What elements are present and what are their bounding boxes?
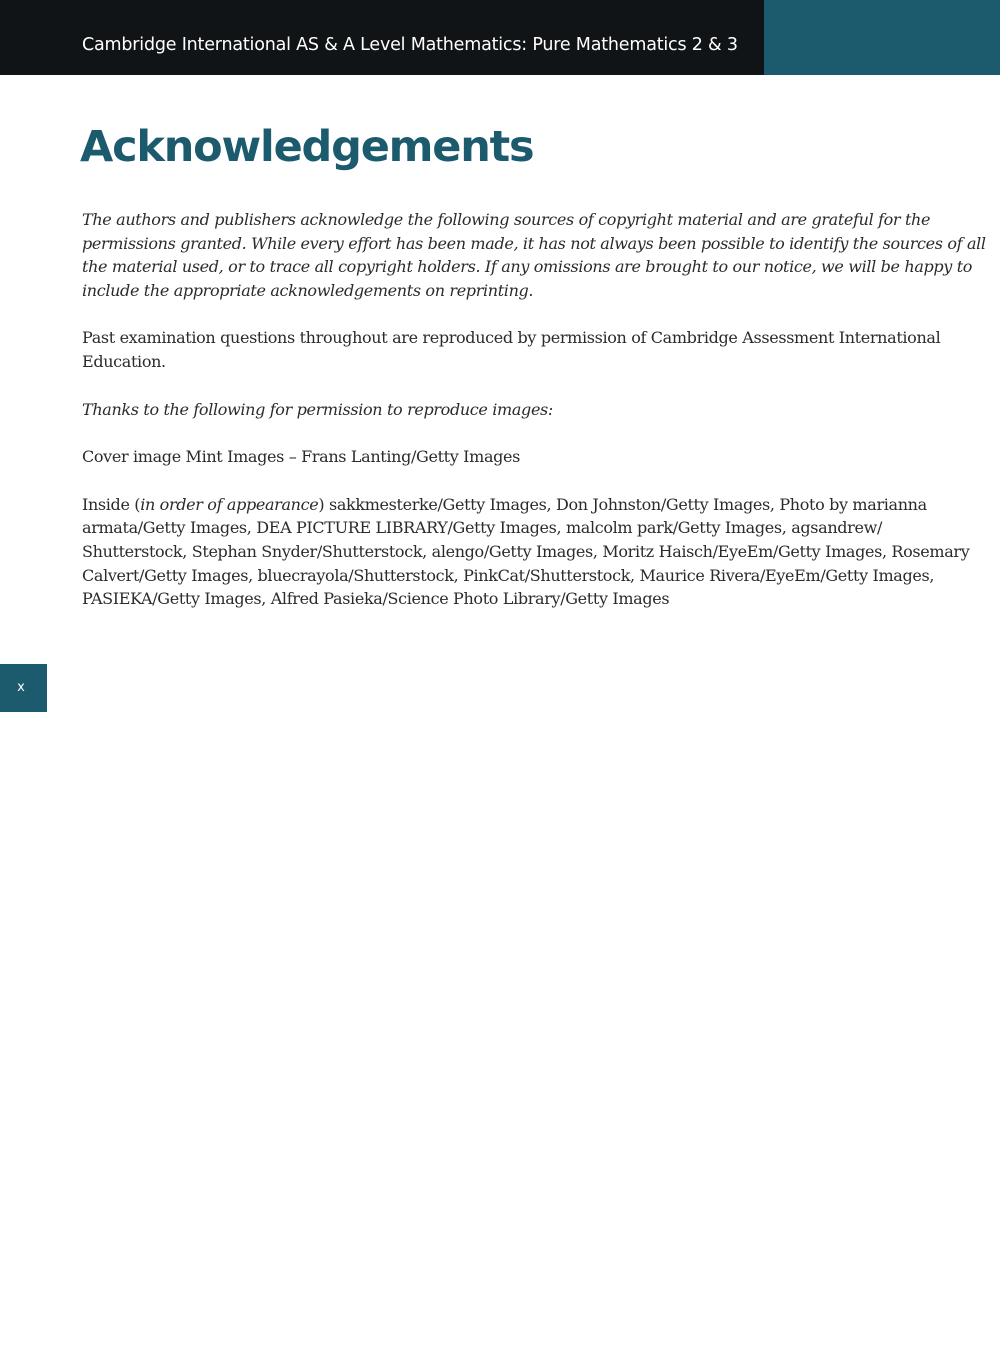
intro-paragraph: The authors and publishers acknowledge the following sources of copyright material and are grateful for the permissions granted. While every effort has been made, it has not always been possible to identify the sources of all the material used, or to trace all copyright holders. If any omissions are brought to our notice, we will be happy to include the appropriate acknowledgements on reprinting.	[82, 210, 986, 300]
book-title: Cambridge International AS & A Level Mathematics: Pure Mathematics 2 & 3	[82, 35, 738, 55]
page-number: x	[17, 680, 25, 695]
inside-credits-list: ) sakkmesterke/Getty Images, Don Johnston/Getty Images, Photo by marianna armata/Getty Images, DEA PICTURE LIBRARY/Getty Images, malcolm park/Getty Images, agsandrew/ Shutterstock, Stephan Snyder/Shutterstock, alengo/Getty Images, Moritz Haisch/EyeEm/Getty Images, Rosemary Calvert/Getty Images, bluecrayola/Shutterstock, PinkCat/Shutterstock, Maurice Rivera/EyeEm/Getty Images, PASIEKA/Getty Images, Alfred Pasieka/Science Photo Library/Getty Images	[82, 494, 970, 609]
thanks-paragraph: Thanks to the following for permission to reproduce images:	[82, 399, 553, 419]
cover-image-credit: Cover image Mint Images – Frans Lanting/Getty Images	[82, 447, 521, 467]
page-number-tab	[0, 664, 47, 712]
inside-image-credits	[82, 493, 987, 611]
header-accent-block	[764, 0, 1000, 75]
inside-prefix: Inside (	[82, 494, 141, 514]
page-title: Acknowledgements	[80, 122, 534, 172]
acknowledgements-body	[82, 208, 987, 635]
exam-questions-paragraph: Past examination questions throughout are reproduced by permission of Cambridge Assessment International Education.	[82, 328, 941, 371]
order-note: in order of appearance	[140, 494, 319, 514]
